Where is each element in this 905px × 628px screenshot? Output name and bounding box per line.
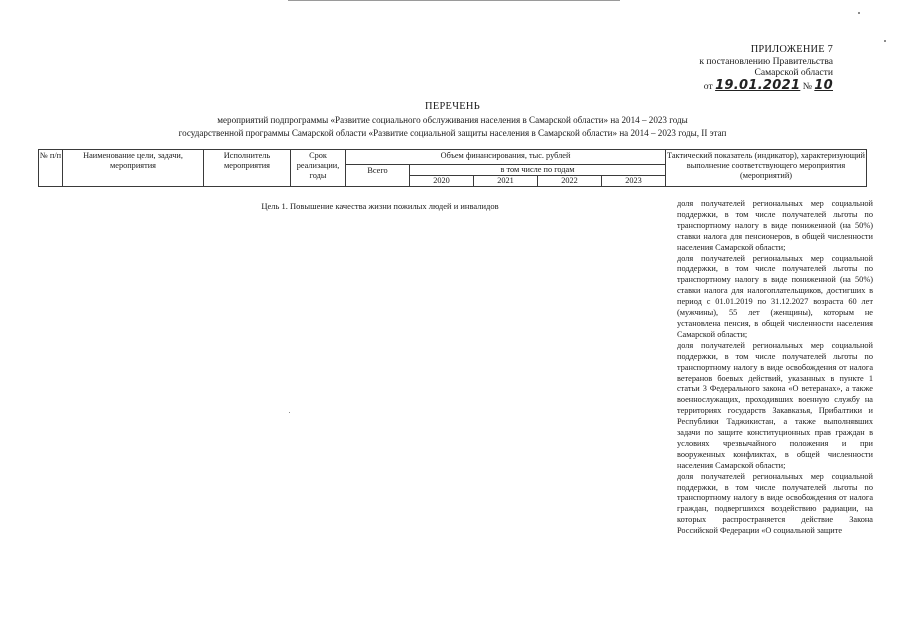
handwritten-date: 19.01.2021 (715, 77, 801, 93)
appendix-line-2: Самарской области (754, 67, 833, 79)
header-year-2020: 2020 (410, 176, 474, 187)
header-indicator: Тактический показатель (индикатор), характеризующий выполнение соответствующего мероприятия (мероприятий) (666, 150, 867, 187)
number-sign: № (802, 80, 812, 92)
handwritten-number: 10 (814, 77, 833, 93)
header-year-2023: 2023 (602, 176, 666, 187)
approval-block (653, 44, 833, 92)
scan-speck (884, 40, 886, 42)
document-subtitle (60, 114, 845, 139)
goal-row: Цель 1. Повышение качества жизни пожилых людей и инвалидов (261, 201, 499, 211)
subtitle-line-2: государственной программы Самарской области «Развитие социальной защиты населения в Самарской области» на 2014 – 2023 годы, II этап (178, 127, 727, 138)
date-prefix: от (703, 80, 713, 92)
indicator-item: доля получателей региональных мер социальной поддержки, в том числе получателей льготы по транспортному налогу в виде освобождения от налога граждан, подвергшихся воздействию радиации, на которых распространяется действие Закона Российской Федерации «О социальной защите (677, 471, 873, 536)
header-year-2021: 2021 (474, 176, 538, 187)
appendix-line-1: к постановлению Правительства (699, 55, 833, 67)
subtitle-line-1: мероприятий подпрограммы «Развитие социального обслуживания населения в Самарской области» на 2014 – 2023 годы (217, 115, 688, 125)
indicator-item: доля получателей региональных мер социальной поддержки, в том числе получателей льготы по транспортному налогу в виде пониженной (на 50%) ставки налога для пенсионеров, в общей численности населения Самарской области; (677, 199, 873, 252)
document-title: ПЕРЕЧЕНЬ (425, 101, 480, 112)
header-name: Наименование цели, задачи, мероприятия (63, 150, 204, 187)
header-total: Всего (346, 165, 410, 187)
appendix-title: ПРИЛОЖЕНИЕ 7 (750, 44, 833, 55)
resolution-date-line (653, 77, 833, 93)
header-by-years: в том числе по годам (410, 165, 666, 176)
measures-table (38, 149, 867, 187)
indicator-item: доля получателей региональных мер социальной поддержки, в том числе получателей льготы по транспортному налогу в виде освобождения от налога ветеранов боевых действий, указанных в пункте 1 статьи 3 Федерального закона «О ветеранах», а также военнослужащих, проходивших военную службу на территориях государств Закавказья, Прибалтики и Республики Таджикистан, а также выполнявших задачи по защите конституционных прав граждан в условиях чрезвычайного положения и при вооруженных конфликтах, в общей численности населения Самарской области; (677, 340, 873, 470)
scan-top-border (288, 0, 620, 1)
header-funding: Объем финансирования, тыс. рублей (346, 150, 666, 165)
header-num: № п/п (39, 150, 63, 187)
indicator-text (677, 199, 873, 537)
indicator-item: доля получателей региональных мер социальной поддержки, в том числе получателей льготы по транспортному налогу в виде пониженной (на 50%) ставки налога для налогоплательщиков, достигших в период с 01.01.2019 по 31.12.2027 возраста 60 лет (мужчины), 55 лет (женщины), которым не установлена пенсия, в общей численности населения Самарской области; (677, 253, 873, 339)
scan-speck (289, 412, 290, 413)
scan-speck (858, 12, 860, 14)
header-term: Срок реализации, годы (291, 150, 346, 187)
header-executor: Исполнитель мероприятия (204, 150, 291, 187)
header-year-2022: 2022 (538, 176, 602, 187)
